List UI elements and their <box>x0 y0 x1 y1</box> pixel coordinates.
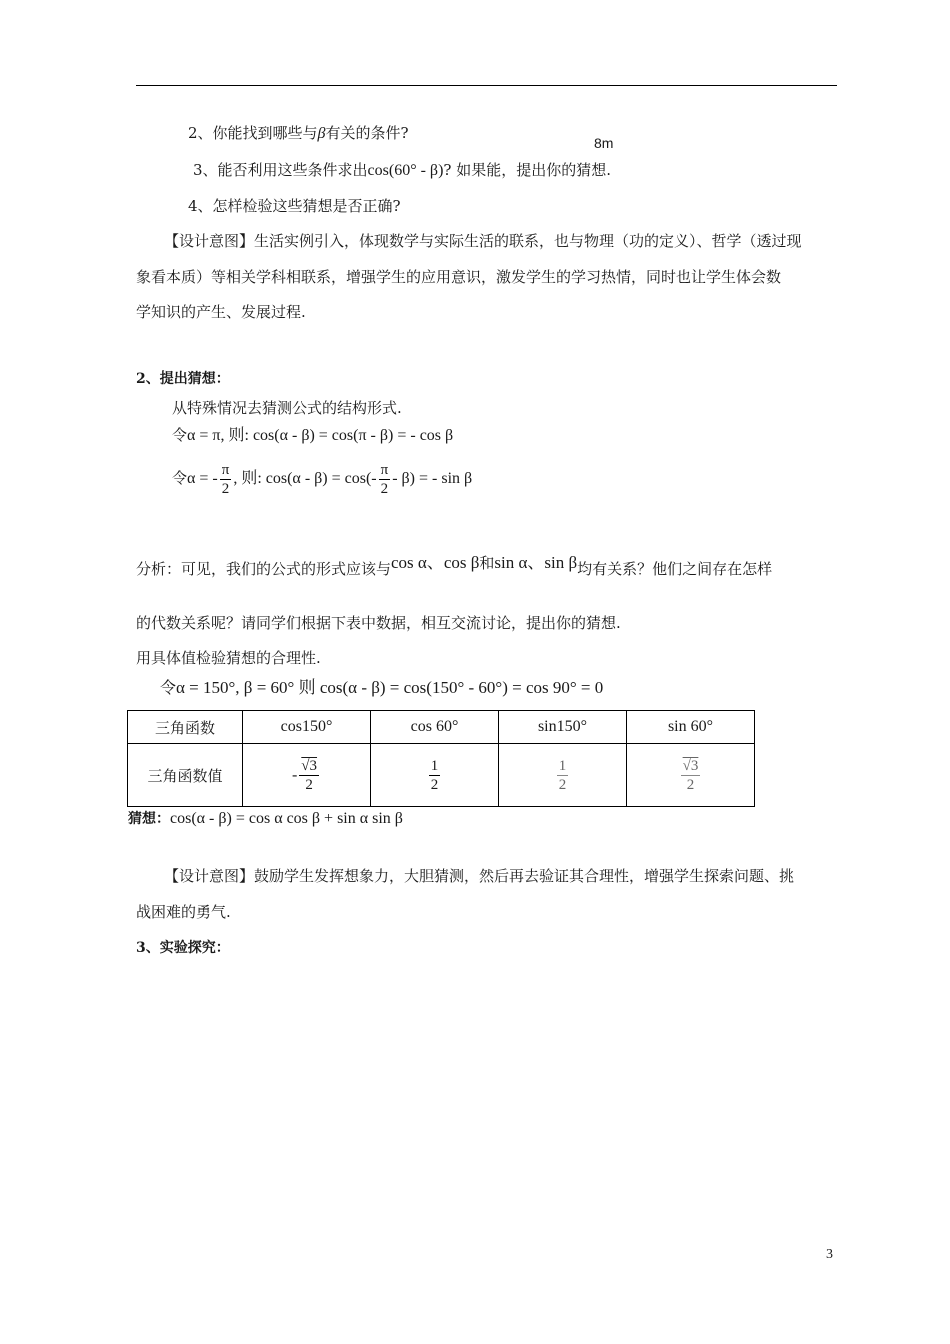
table-value-cell: $\frac{√3}{2}$ <box>627 744 755 807</box>
section-2-intro: 从特殊情况去猜测公式的结构形式. <box>172 399 402 417</box>
design-intent-2-line1: 【设计意图】鼓励学生发挥想象力，大胆猜测，然后再去验证其合理性，增强学生探索问题、挑 <box>164 867 795 885</box>
floating-label: 8m <box>594 135 614 151</box>
section-2-heading: 2、提出猜想： <box>136 371 230 387</box>
analysis-line2: 的代数关系呢？请同学们根据下表中数据，相互交流讨论，提出你的猜想. <box>136 614 621 632</box>
page-number: 3 <box>826 1247 833 1262</box>
analysis-line3: 用具体值检验猜想的合理性. <box>136 649 321 667</box>
design-intent-1-line3: 学知识的产生、发展过程. <box>136 303 306 321</box>
table-row-label: 三角函数 <box>128 711 243 744</box>
table-header-cell: sin 60° <box>627 711 755 744</box>
pi-over-2-fraction: $\frac{\pi}{2}$ <box>221 461 230 497</box>
design-intent-1-line1: 【设计意图】生活实例引入，体现数学与实际生活的联系，也与物理（功的定义）、哲学（透过现 <box>164 232 802 250</box>
design-intent-2-line2: 战困难的勇气. <box>136 903 231 921</box>
conjecture: 猜想：cos(α - β) = cos α cos β + sin α sin β <box>128 810 403 827</box>
table-row <box>128 744 755 807</box>
special-case-2: 令α = - $\frac{\pi}{2}$ , 则: cos(α - β) = cos(- $\frac{\pi}{2}$ - β) = - sin β <box>172 461 473 497</box>
special-case-1: 令α = π, 则: cos(α - β) = cos(π - β) = - cos β <box>172 426 454 444</box>
table-header-cell: cos150° <box>243 711 371 744</box>
table-row-label: 三角函数值 <box>128 744 243 807</box>
numeric-example: 令α = 150°, β = 60° 则 cos(α - β) = cos(150° - 60°) = cos 90° = 0 <box>160 678 604 697</box>
design-intent-1-line2: 象看本质）等相关学科相联系，增强学生的应用意识，激发学生的学习热情，同时也让学生体会数 <box>136 268 782 286</box>
table-value-cell: $\frac{1}{2}$ <box>371 744 499 807</box>
table-value-cell: - $\frac{√3}{2}$ <box>243 744 371 807</box>
table-row <box>128 711 755 744</box>
analysis-line1: 分析：可见，我们的公式的形式应该与cos α、cos β和sin α、sin β均有关系？他们之间存在怎样 <box>136 553 773 578</box>
pi-over-2-fraction: $\frac{\pi}{2}$ <box>380 461 389 497</box>
section-3-heading: 3、实验探究： <box>136 940 230 956</box>
question-2: 2、你能找到哪些与β有关的条件? <box>188 124 409 142</box>
table-value-cell: $\frac{1}{2}$ <box>499 744 627 807</box>
header-rule <box>136 85 837 86</box>
question-4: 4、怎样检验这些猜想是否正确? <box>188 197 401 215</box>
trig-values-table <box>127 710 755 807</box>
table-header-cell: sin150° <box>499 711 627 744</box>
table-header-cell: cos 60° <box>371 711 499 744</box>
question-3: 3、能否利用这些条件求出cos(60° - β)? 如果能，提出你的猜想. <box>193 161 611 179</box>
